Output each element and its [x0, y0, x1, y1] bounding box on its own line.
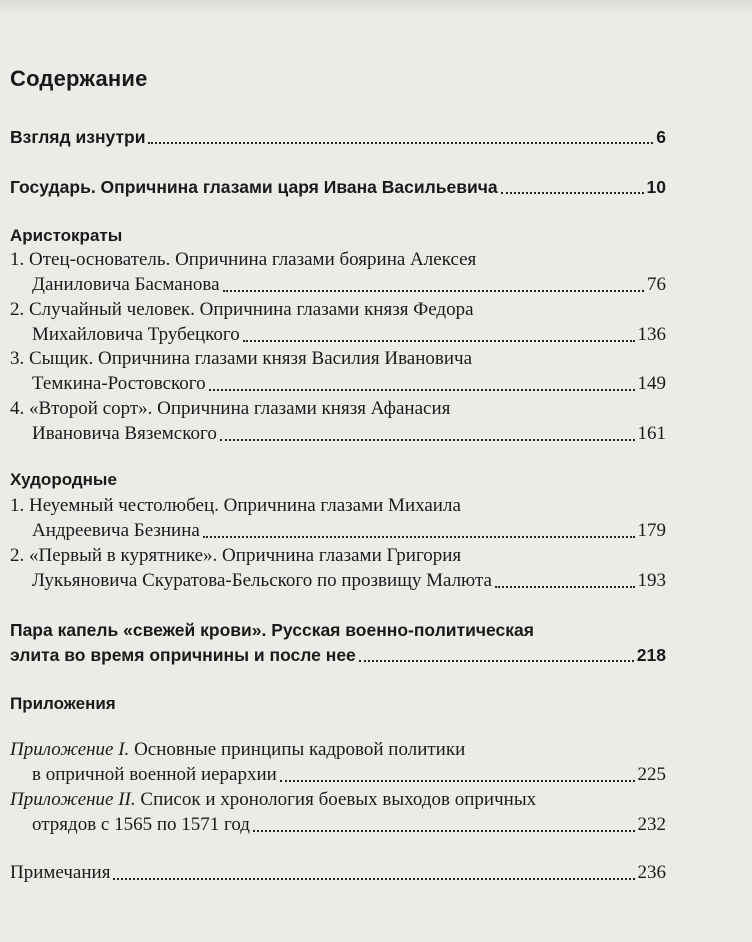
toc-entry-hudorodnye-1 [32, 518, 666, 544]
toc-entry-text: элита во время опричнины и после нее [10, 645, 356, 665]
section-heading-hudorodnye: Худородные [10, 470, 117, 489]
dot-leader [243, 340, 635, 342]
toc-entry-text: Примечания [10, 862, 111, 883]
toc-entry-line: 1. Неуемный честолюбец. Опричнина глазами Михаила [10, 495, 461, 516]
toc-entry-text: Андреевича Безнина [32, 520, 200, 541]
toc-entry-para [10, 642, 666, 668]
section-heading-prilozheniya: Приложения [10, 694, 116, 713]
toc-entry-line [10, 737, 465, 763]
page-number: 136 [637, 324, 666, 345]
toc-entry-aristokraty-4 [32, 421, 666, 447]
dot-leader [253, 830, 635, 832]
page-number: 10 [646, 177, 666, 197]
toc-entry-line: Пара капель «свежей крови». Русская военно-политическая [10, 620, 534, 640]
toc-entry-line [10, 787, 536, 813]
appendix-title: Список и хронология боевых выходов опричных [135, 789, 537, 810]
dot-leader [359, 660, 634, 662]
dot-leader [223, 290, 644, 292]
toc-entry-text: в опричной военной иерархии [32, 764, 277, 785]
dot-leader [209, 389, 635, 391]
toc-entry-text: Лукьяновича Скуратова-Бельского по прозвищу Малюта [32, 570, 492, 591]
toc-entry-hudorodnye-2 [32, 568, 666, 594]
toc-entry-text: Темкина-Ростовского [32, 373, 206, 394]
page-number: 76 [647, 274, 666, 295]
page-number: 179 [637, 520, 666, 541]
dot-leader [280, 780, 635, 782]
toc-entry-line: 1. Отец-основатель. Опричнина глазами боярина Алексея [10, 249, 477, 270]
appendix-title: Основные принципы кадровой политики [129, 739, 466, 760]
toc-title: Содержание [10, 66, 148, 91]
toc-entry-aristokraty-2 [32, 322, 666, 348]
toc-entry-vzglyad [10, 124, 666, 150]
toc-entry-line: 4. «Второй сорт». Опричнина глазами князя Афанасия [10, 398, 451, 419]
page-number: 6 [656, 127, 666, 147]
section-heading-aristokraty: Аристократы [10, 226, 123, 245]
toc-entry-aristokraty-3 [32, 371, 666, 397]
page-top-edge [0, 0, 752, 14]
page-number: 218 [636, 645, 666, 665]
page-number: 161 [637, 423, 666, 444]
toc-entry-appendix-2 [32, 812, 666, 838]
toc-entry-primechaniya [10, 860, 666, 886]
page-number: 232 [637, 814, 666, 835]
dot-leader [113, 878, 634, 880]
page-number: 193 [637, 570, 666, 591]
dot-leader [203, 536, 635, 538]
page-number: 236 [637, 862, 666, 883]
toc-entry-line: 2. Случайный человек. Опричнина глазами князя Федора [10, 299, 474, 320]
appendix-label: Приложение II. [10, 789, 136, 810]
toc-entry-text: Взгляд изнутри [10, 127, 146, 147]
toc-entry-gosudar [10, 174, 666, 200]
appendix-label: Приложение I. [10, 739, 130, 760]
dot-leader [148, 142, 653, 144]
toc-entry-aristokraty-1 [32, 272, 666, 298]
toc-entry-text: Государь. Опричнина глазами царя Ивана Васильевича [10, 177, 498, 197]
page-number: 149 [637, 373, 666, 394]
page-number: 225 [637, 764, 666, 785]
toc-entry-text: Михайловича Трубецкого [32, 324, 240, 345]
dot-leader [501, 192, 644, 194]
toc-entry-text: отрядов с 1565 по 1571 год [32, 814, 250, 835]
toc-entry-text: Даниловича Басманова [32, 274, 220, 295]
toc-entry-line: 2. «Первый в курятнике». Опричнина глазами Григория [10, 545, 462, 566]
toc-entry-text: Ивановича Вяземского [32, 423, 217, 444]
toc-entry-appendix-1 [32, 762, 666, 788]
toc-entry-line: 3. Сыщик. Опричнина глазами князя Василия Ивановича [10, 348, 473, 369]
dot-leader [495, 586, 635, 588]
dot-leader [220, 439, 635, 441]
